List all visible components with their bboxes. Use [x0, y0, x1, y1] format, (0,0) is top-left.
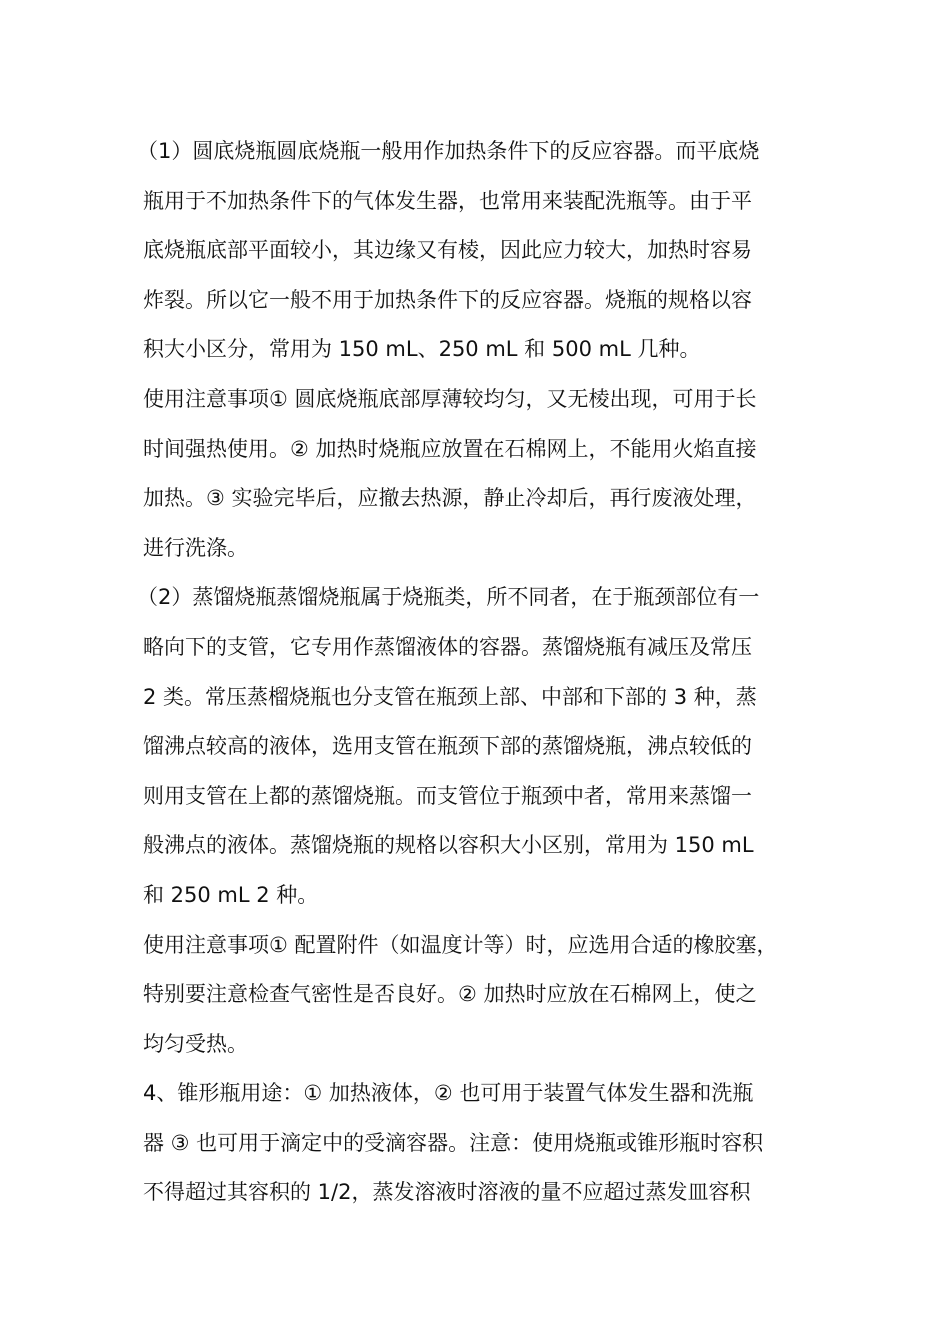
- text-line: 进行洗涤。: [143, 535, 248, 560]
- document-body: [137, 127, 833, 1218]
- text-line: 特别要注意检查气密性是否良好。② 加热时应放在石棉网上，使之: [143, 982, 757, 1007]
- text-line: 炸裂。所以它一般不用于加热条件下的反应容器。烧瓶的规格以容: [143, 287, 752, 312]
- text-line: 使用注意事项① 配置附件（如温度计等）时，应选用合适的橡胶塞，: [143, 932, 778, 957]
- text-line: 时间强热使用。② 加热时烧瓶应放置在石棉网上，不能用火焰直接: [143, 436, 757, 461]
- text-line: 底烧瓶底部平面较小，其边缘又有棱，因此应力较大，加热时容易: [143, 238, 752, 263]
- text-line: （1）圆底烧瓶圆底烧瓶一般用作加热条件下的反应容器。而平底烧: [137, 139, 760, 163]
- text-line: （2）蒸馏烧瓶蒸馏烧瓶属于烧瓶类，所不同者，在于瓶颈部位有一: [137, 585, 760, 610]
- text-line: 不得超过其容积的 1/2，蒸发溶液时溶液的量不应超过蒸发皿容积: [143, 1180, 751, 1205]
- text-line: 馏沸点较高的液体，选用支管在瓶颈下部的蒸馏烧瓶，沸点较低的: [143, 734, 752, 759]
- text-line: 2 类。常压蒸榴烧瓶也分支管在瓶颈上部、中部和下部的 3 种，蒸: [143, 684, 757, 709]
- text-line: 略向下的支管，它专用作蒸馏液体的容器。蒸馏烧瓶有减压及常压: [143, 634, 752, 659]
- text-line: 使用注意事项① 圆底烧瓶底部厚薄较均匀，又无棱出现，可用于长: [143, 386, 757, 411]
- text-line: 瓶用于不加热条件下的气体发生器，也常用来装配洗瓶等。由于平: [143, 188, 752, 213]
- text-line: 积大小区分，常用为 150 mL、250 mL 和 500 mL 几种。: [143, 337, 701, 362]
- text-line: 器 ③ 也可用于滴定中的受滴容器。注意：使用烧瓶或锥形瓶时容积: [143, 1130, 764, 1155]
- text-line: 均匀受热。: [143, 1031, 248, 1056]
- text-line: 般沸点的液体。蒸馏烧瓶的规格以容积大小区别，常用为 150 mL: [143, 833, 754, 858]
- text-line: 和 250 mL 2 种。: [143, 882, 319, 907]
- text-line: 4、锥形瓶用途：① 加热液体，② 也可用于装置气体发生器和洗瓶: [143, 1081, 754, 1106]
- text-line: 加热。③ 实验完毕后，应撤去热源，静止冷却后，再行废液处理，: [143, 486, 757, 511]
- text-line: 则用支管在上都的蒸馏烧瓶。而支管位于瓶颈中者，常用来蒸馏一: [143, 783, 752, 808]
